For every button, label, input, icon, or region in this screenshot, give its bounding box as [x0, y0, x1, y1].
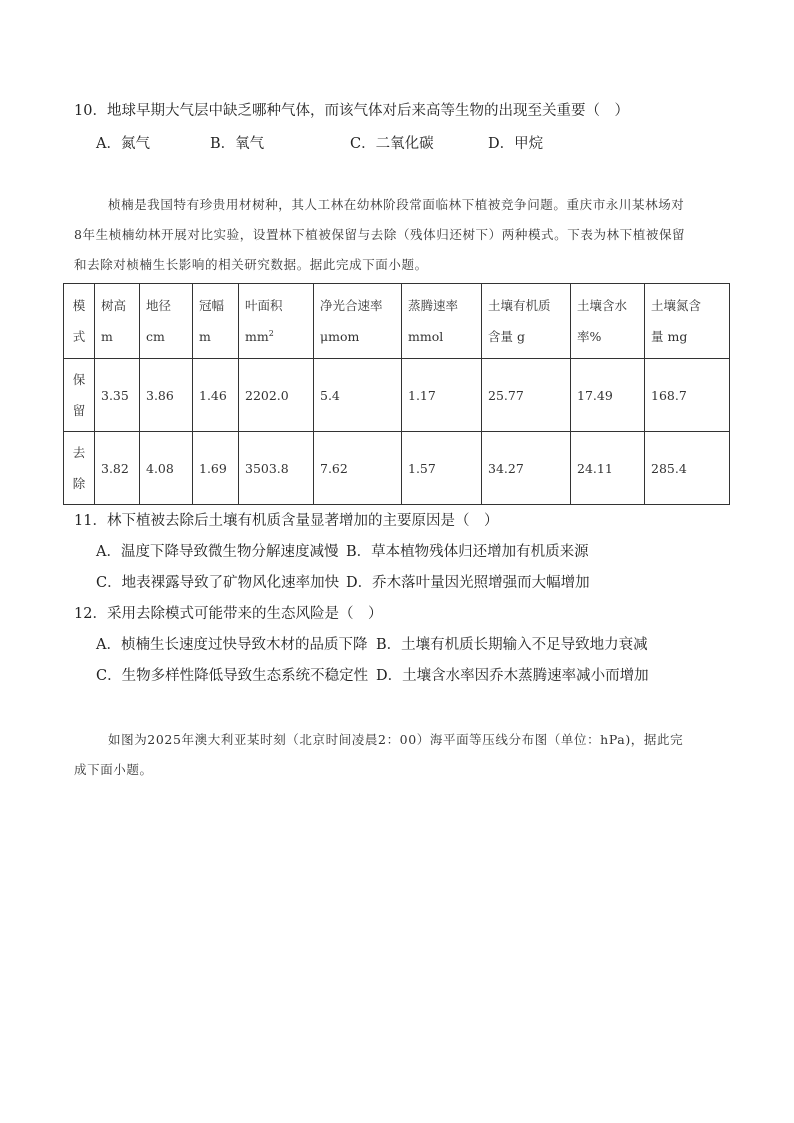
table-cell: 3.82 — [95, 432, 140, 505]
header-cell: 模 式 — [64, 284, 95, 359]
header-cell: 蒸腾速率 mmol — [402, 284, 482, 359]
data-table — [63, 283, 730, 505]
table-cell: 1.46 — [193, 359, 239, 432]
table-cell: 7.62 — [314, 432, 402, 505]
header-cell: 土壤氮含 量 mg — [645, 284, 730, 359]
table-header-row — [64, 284, 730, 359]
table-cell: 34.27 — [482, 432, 571, 505]
header-cell: 土壤含水 率% — [571, 284, 645, 359]
passage-1-line-1: 桢楠是我国特有珍贵用材树种，其人工林在幼林阶段常面临林下植被竞争问题。重庆市永川某林场对 — [108, 197, 685, 212]
table-cell: 1.69 — [193, 432, 239, 505]
table-cell: 24.11 — [571, 432, 645, 505]
table-cell: 3503.8 — [239, 432, 314, 505]
table-cell: 25.77 — [482, 359, 571, 432]
question-12-stem: 12．采用去除模式可能带来的生态风险是（ ） — [74, 606, 383, 622]
q11-option-d: D．乔木落叶量因光照增强而大幅增加 — [346, 575, 590, 591]
q11-option-b: B．草本植物残体归还增加有机质来源 — [346, 544, 589, 560]
header-cell: 净光合速率 μmom — [314, 284, 402, 359]
header-cell: 土壤有机质 含量 g — [482, 284, 571, 359]
header-cell: 树高 m — [95, 284, 140, 359]
passage-1-line-3: 和去除对桢楠生长影响的相关研究数据。据此完成下面小题。 — [74, 257, 428, 272]
q10-option-d: D．甲烷 — [488, 136, 544, 152]
table-cell: 17.49 — [571, 359, 645, 432]
table-row — [64, 359, 730, 432]
table-row — [64, 432, 730, 505]
question-10-stem: 10．地球早期大气层中缺乏哪种气体，而该气体对后来高等生物的出现至关重要（ ） — [74, 103, 629, 119]
passage-2-line-1: 如图为2025年澳大利亚某时刻（北京时间凌晨2：00）海平面等压线分布图（单位：hPa)，据此完 — [108, 732, 684, 747]
q12-option-b: B．土壤有机质长期输入不足导致地力衰减 — [376, 637, 648, 653]
q12-option-c: C．生物多样性降低导致生态系统不稳定性 — [96, 668, 369, 684]
table-cell: 5.4 — [314, 359, 402, 432]
passage-1 — [74, 190, 730, 280]
question-11-stem: 11．林下植被去除后土壤有机质含量显著增加的主要原因是（ ） — [74, 513, 499, 529]
q11-option-a: A．温度下降导致微生物分解速度减慢 — [96, 544, 339, 560]
q10-option-c: C．二氧化碳 — [350, 136, 434, 152]
header-cell: 地径 cm — [140, 284, 193, 359]
q12-option-d: D．土壤含水率因乔木蒸腾速率减小而增加 — [376, 668, 649, 684]
table-cell: 1.17 — [402, 359, 482, 432]
table-cell: 3.35 — [95, 359, 140, 432]
row-label-cell: 去 除 — [64, 432, 95, 505]
passage-2-line-2: 成下面小题。 — [74, 762, 153, 777]
header-cell: 叶面积 $mm^2$ — [239, 284, 314, 359]
table-cell: 1.57 — [402, 432, 482, 505]
header-cell: 冠幅 m — [193, 284, 239, 359]
table-cell: 168.7 — [645, 359, 730, 432]
q12-option-a: A．桢楠生长速度过快导致木材的品质下降 — [96, 637, 368, 653]
passage-2 — [74, 725, 730, 785]
q11-option-c: C．地表裸露导致了矿物风化速率加快 — [96, 575, 340, 591]
table-cell: 3.86 — [140, 359, 193, 432]
passage-1-line-2: 8年生桢楠幼林开展对比实验，设置林下植被保留与去除（残体归还树下）两种模式。下表为林下植被保留 — [74, 227, 686, 242]
row-label-cell: 保 留 — [64, 359, 95, 432]
q10-option-b: B．氧气 — [210, 136, 265, 152]
table-cell: 4.08 — [140, 432, 193, 505]
table-cell: 285.4 — [645, 432, 730, 505]
q10-option-a: A．氮气 — [96, 136, 150, 152]
table-cell: 2202.0 — [239, 359, 314, 432]
